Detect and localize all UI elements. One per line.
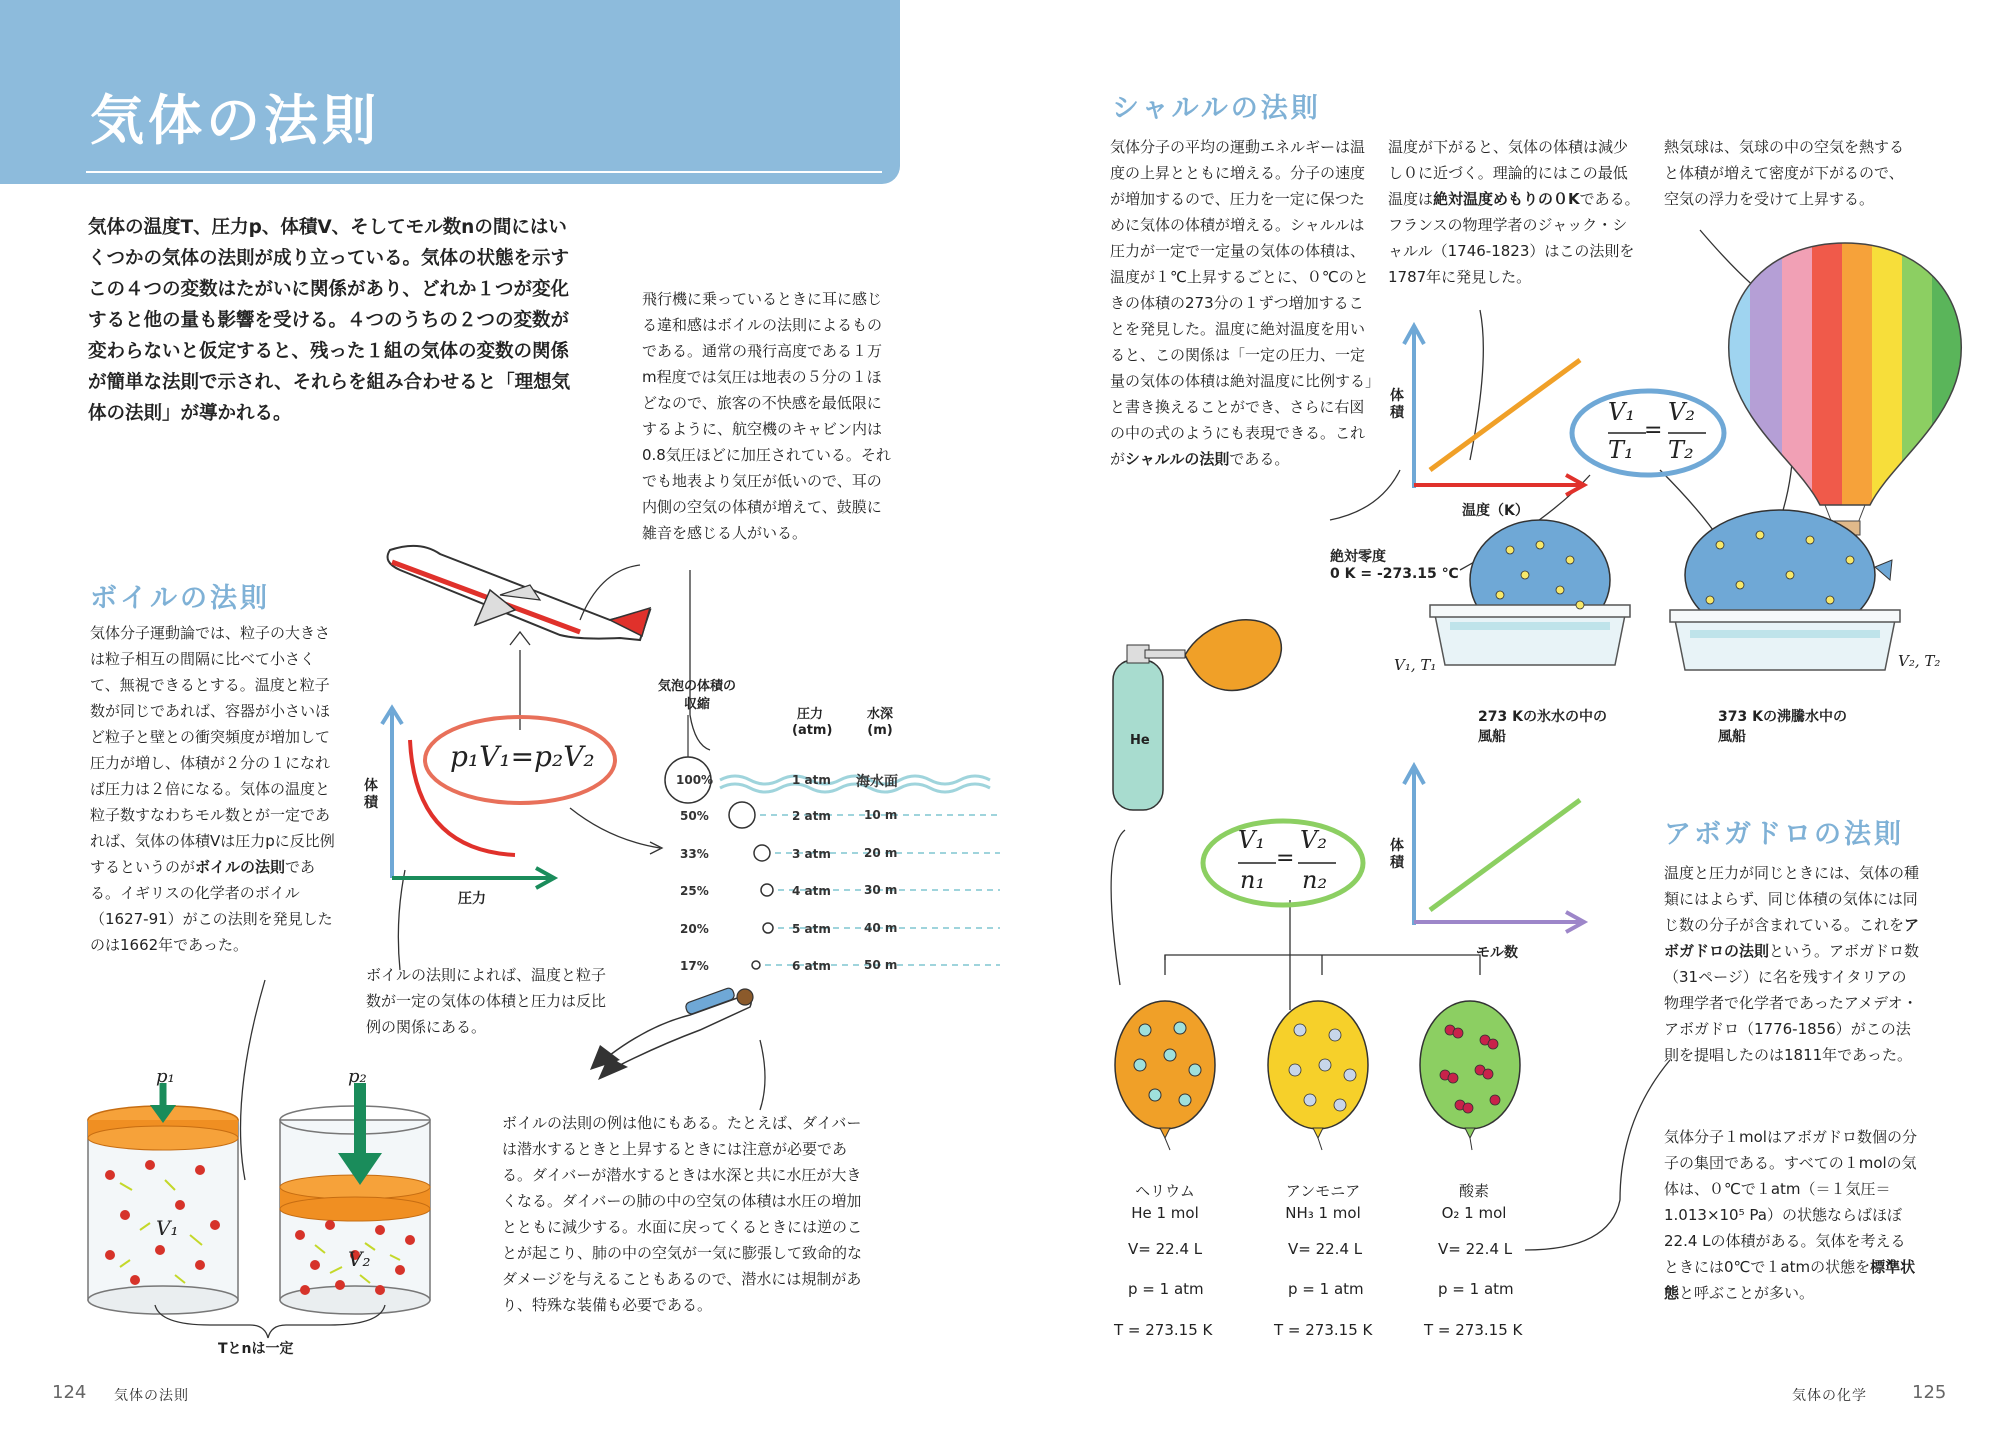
avogadro-formula-n1: n₁ [1240, 866, 1266, 894]
avogadro-ylabel: 体積 [1390, 838, 1404, 871]
boyle-heading: ボイルの法則 [90, 583, 270, 614]
page-number-left: 124 [52, 1382, 87, 1403]
helium-tank-label: He [1130, 733, 1150, 748]
hot-tank-label: V₂, T₂ [1898, 652, 1941, 670]
cold-tank-caption-1: 273 Kの氷水の中の [1478, 709, 1607, 725]
bubble-row-pct: 25% [680, 884, 709, 898]
balloon-helium-pressure: p = 1 atm [1128, 1280, 1204, 1298]
balloon-ammonia-name: アンモニア [1285, 1182, 1361, 1200]
charles-formula-v1: V₁ [1608, 398, 1635, 426]
helium-tank-illustration [1105, 615, 1285, 815]
boyle-graph-caption: ボイルの法則によれば、温度と粒子数が一定の気体の体積と圧力は反比例の関係にある。 [366, 966, 607, 1036]
boyle-xlabel: 圧力 [458, 891, 486, 907]
bubble-col-pressure: 圧力(atm) [792, 707, 833, 738]
bubble-col-volume: 気泡の体積の収縮 [657, 679, 736, 712]
bubble-row-depth: 20 m [864, 846, 898, 860]
running-title-left: 気体の法則 [114, 1388, 189, 1404]
cylinder-p2: p₂ [348, 1066, 367, 1087]
bubble-row-atm: 1 atm [792, 773, 831, 787]
bubble-col-depth: 水深(m) [866, 707, 893, 738]
bubble-row-depth: 30 m [864, 883, 898, 897]
cylinder-brace [150, 1300, 400, 1340]
charles-text: 気体分子の平均の運動エネルギーは温度の上昇とともに増える。分子の速度が増加するので、圧力を一定に保つために気体の体積が増える。シャルルは圧力が一定で一定量の気体の体積は、温度が１℃上昇するごとに、０℃のときの体積の273分の１ずつ増加することを発見した。温度に絶対温度を用いると、この関係は「一定の圧力、一定量の気体の体積は絶対温度に比例する」と書き換えることができ、さらに右図の中の式のようにも表現できる。これがシャルルの法則である。 [1110, 138, 1373, 468]
boyle-ylabel: 体積 [364, 778, 378, 811]
diver-illustration [590, 985, 760, 1075]
bubble-row-atm: 5 atm [792, 922, 831, 936]
cylinder-v1: V₁ [156, 1216, 179, 1240]
avogadro-formula-n2: n₂ [1302, 866, 1328, 894]
avogadro-xlabel: モル数 [1476, 945, 1518, 961]
avogadro-formula-equals: = [1276, 846, 1295, 871]
charles-formula-v2: V₂ [1668, 398, 1695, 426]
boyle-formula: p₁V₁=p₂V₂ [450, 740, 595, 773]
balloon-ammonia-volume: V= 22.4 L [1288, 1240, 1363, 1258]
balloon-oxygen-pressure: p = 1 atm [1438, 1280, 1514, 1298]
diver-text: ボイルの法則の例は他にもある。たとえば、ダイバーは潜水するときと上昇するときには注意が必要である。ダイバーが潜水するときは水深と共に水圧が大きくなる。ダイバーの肺の中の空気の体積は水圧の増加とともに減少する。水面に戻ってくるときには逆のことが起こり、肺の中の空気が一気に膨張して致命的なダメージを与えることもあるので、潜水には規制があり、特殊な装備も必要である。 [502, 1114, 863, 1314]
charles-formula-equals: = [1644, 418, 1663, 443]
charles-ylabel: 体積 [1390, 388, 1404, 421]
balloon-ammonia-formula: NH₃ 1 mol [1285, 1204, 1361, 1222]
avogadro-graph [1400, 760, 1600, 930]
balloon-helium-temperature: T = 273.15 K [1114, 1321, 1213, 1339]
intro-paragraph: 気体の温度T、圧力p、体積V、そしてモル数nの間にはいくつかの気体の法則が成り立っている。気体の状態を示すこの４つの変数はたがいに関係があり、どれか１つが変化すると他の量も影響を受ける。４つのうちの２つの変数が変わらないと仮定すると、残った１組の気体の変数の関係が簡単な法則で示され、それらを組み合わせると「理想気体の法則」が導かれる。 [88, 217, 571, 424]
bubble-diagram [660, 760, 1010, 980]
bubble-row-atm: 3 atm [792, 847, 831, 861]
hot-air-balloon-text: 熱気球は、気球の中の空気を熱すると体積が増えて密度が下がるので、空気の浮力を受けて上昇する。 [1664, 138, 1905, 208]
charles-text-2: 温度が下がると、気体の体積は減少し０に近づく。理論的にはこの最低温度は絶対温度めもりの０Kである。フランスの物理学者のジャック・シャルル（1746-1823）はこの法則を1787年に発見した。 [1388, 138, 1640, 286]
bubble-row-pct: 20% [680, 922, 709, 936]
bubble-row-depth: 海水面 [856, 774, 898, 790]
running-title-right: 気体の化学 [1792, 1388, 1867, 1404]
balloon-ammonia-temperature: T = 273.15 K [1274, 1321, 1373, 1339]
bubble-row-pct: 100% [676, 773, 714, 787]
charles-formula-t1: T₁ [1608, 436, 1634, 464]
bubble-row-atm: 6 atm [792, 959, 831, 973]
hot-tank-caption-2: 風船 [1718, 729, 1746, 745]
charles-xlabel: 温度（K） [1462, 503, 1529, 519]
page-number-right: 125 [1912, 1382, 1947, 1403]
balloon-oxygen-volume: V= 22.4 L [1438, 1240, 1513, 1258]
gas-balloons [1110, 1000, 1530, 1150]
avogadro-formula-v1: V₁ [1238, 826, 1265, 854]
avogadro-text: 温度と圧力が同じときには、気体の種類にはよらず、同じ体積の気体には同じ数の分子が含まれている。これをアボガドロの法則という。アボガドロ数（31ページ）に名を残すイタリアの物理学者で化学者であったアメデオ・アボガドロ（1776-1856）がこの法則を提唱したのは1811年であった。 [1664, 864, 1920, 1064]
cylinder-p1: p₁ [156, 1066, 175, 1087]
balloon-oxygen-temperature: T = 273.15 K [1424, 1321, 1523, 1339]
bubble-row-pct: 33% [680, 847, 709, 861]
balloon-helium-formula: He 1 mol [1131, 1204, 1199, 1222]
avogadro-text-2: 気体分子１molはアボガドロ数個の分子の集団である。すべての１molの気体は、０℃で１atm（＝１気圧＝1.013×10⁵ Pa）の状態ならばほぼ22.4 Lの体積がある。気体を考えるときには0℃で１atmの状態を標準状態と呼ぶことが多い。 [1664, 1128, 1917, 1302]
page-title: 気体の法則 [90, 89, 380, 152]
boyle-text: 気体分子運動論では、粒子の大きさは粒子相互の間隔に比べて小さくて、無視できるとする。温度と粒子数が同じであれば、容器が小さいほど粒子と壁との衝突頻度が増加して圧力が増し、体積が２分の１になれば圧力は２倍になる。気体の温度と粒子数すなわちモル数とが一定であれば、気体の体積Vは圧力pに反比例するというのがボイルの法則である。イギリスの化学者のボイル（1627-91）がこの法則を発見したのは1662年であった。 [90, 624, 335, 954]
cold-tank-caption-2: 風船 [1478, 729, 1506, 745]
balloon-oxygen-name: 酸素 [1458, 1182, 1489, 1200]
balloon-oxygen-formula: O₂ 1 mol [1441, 1204, 1507, 1222]
hot-tank-caption-1: 373 Kの沸騰水中の [1718, 709, 1847, 725]
boyle-cylinders [80, 1095, 440, 1325]
balloon-helium-volume: V= 22.4 L [1128, 1240, 1203, 1258]
charles-heading: シャルルの法則 [1112, 93, 1321, 124]
cylinder-v2: V₂ [348, 1247, 371, 1271]
hot-air-balloon-illustration [1710, 235, 1980, 535]
cold-tank-illustration [1430, 520, 1630, 670]
bubble-row-atm: 2 atm [792, 809, 831, 823]
absolute-zero-value: 0 K = -273.15 ℃ [1330, 566, 1459, 582]
cold-tank-label: V₁, T₁ [1394, 656, 1437, 674]
balloon-ammonia-pressure: p = 1 atm [1288, 1280, 1364, 1298]
bubble-row-depth: 50 m [864, 958, 898, 972]
cylinder-caption: Tとnは一定 [218, 1341, 294, 1357]
bubble-row-depth: 10 m [864, 808, 898, 822]
airplane-note: 飛行機に乗っているときに耳に感じる違和感はボイルの法則によるものである。通常の飛行高度である１万m程度では気圧は地表の５分の１ほどなので、旅客の不快感を最低限にするように、航空機のキャビン内は0.8気圧ほどに加圧されている。それでも地表より気圧が低いので、耳の内側の空気の体積が増えて、鼓膜に雑音を感じる人がいる。 [642, 290, 891, 542]
bubble-row-depth: 40 m [864, 921, 898, 935]
charles-formula-t2: T₂ [1668, 436, 1694, 464]
hot-tank-illustration [1670, 505, 1900, 675]
balloon-helium-name: ヘリウム [1135, 1182, 1195, 1200]
bubble-row-atm: 4 atm [792, 884, 831, 898]
avogadro-heading: アボガドロの法則 [1664, 819, 1904, 850]
bubble-row-pct: 17% [680, 959, 709, 973]
avogadro-formula-v2: V₂ [1300, 826, 1327, 854]
absolute-zero-label: 絶対零度 [1330, 549, 1386, 565]
bubble-row-pct: 50% [680, 809, 709, 823]
